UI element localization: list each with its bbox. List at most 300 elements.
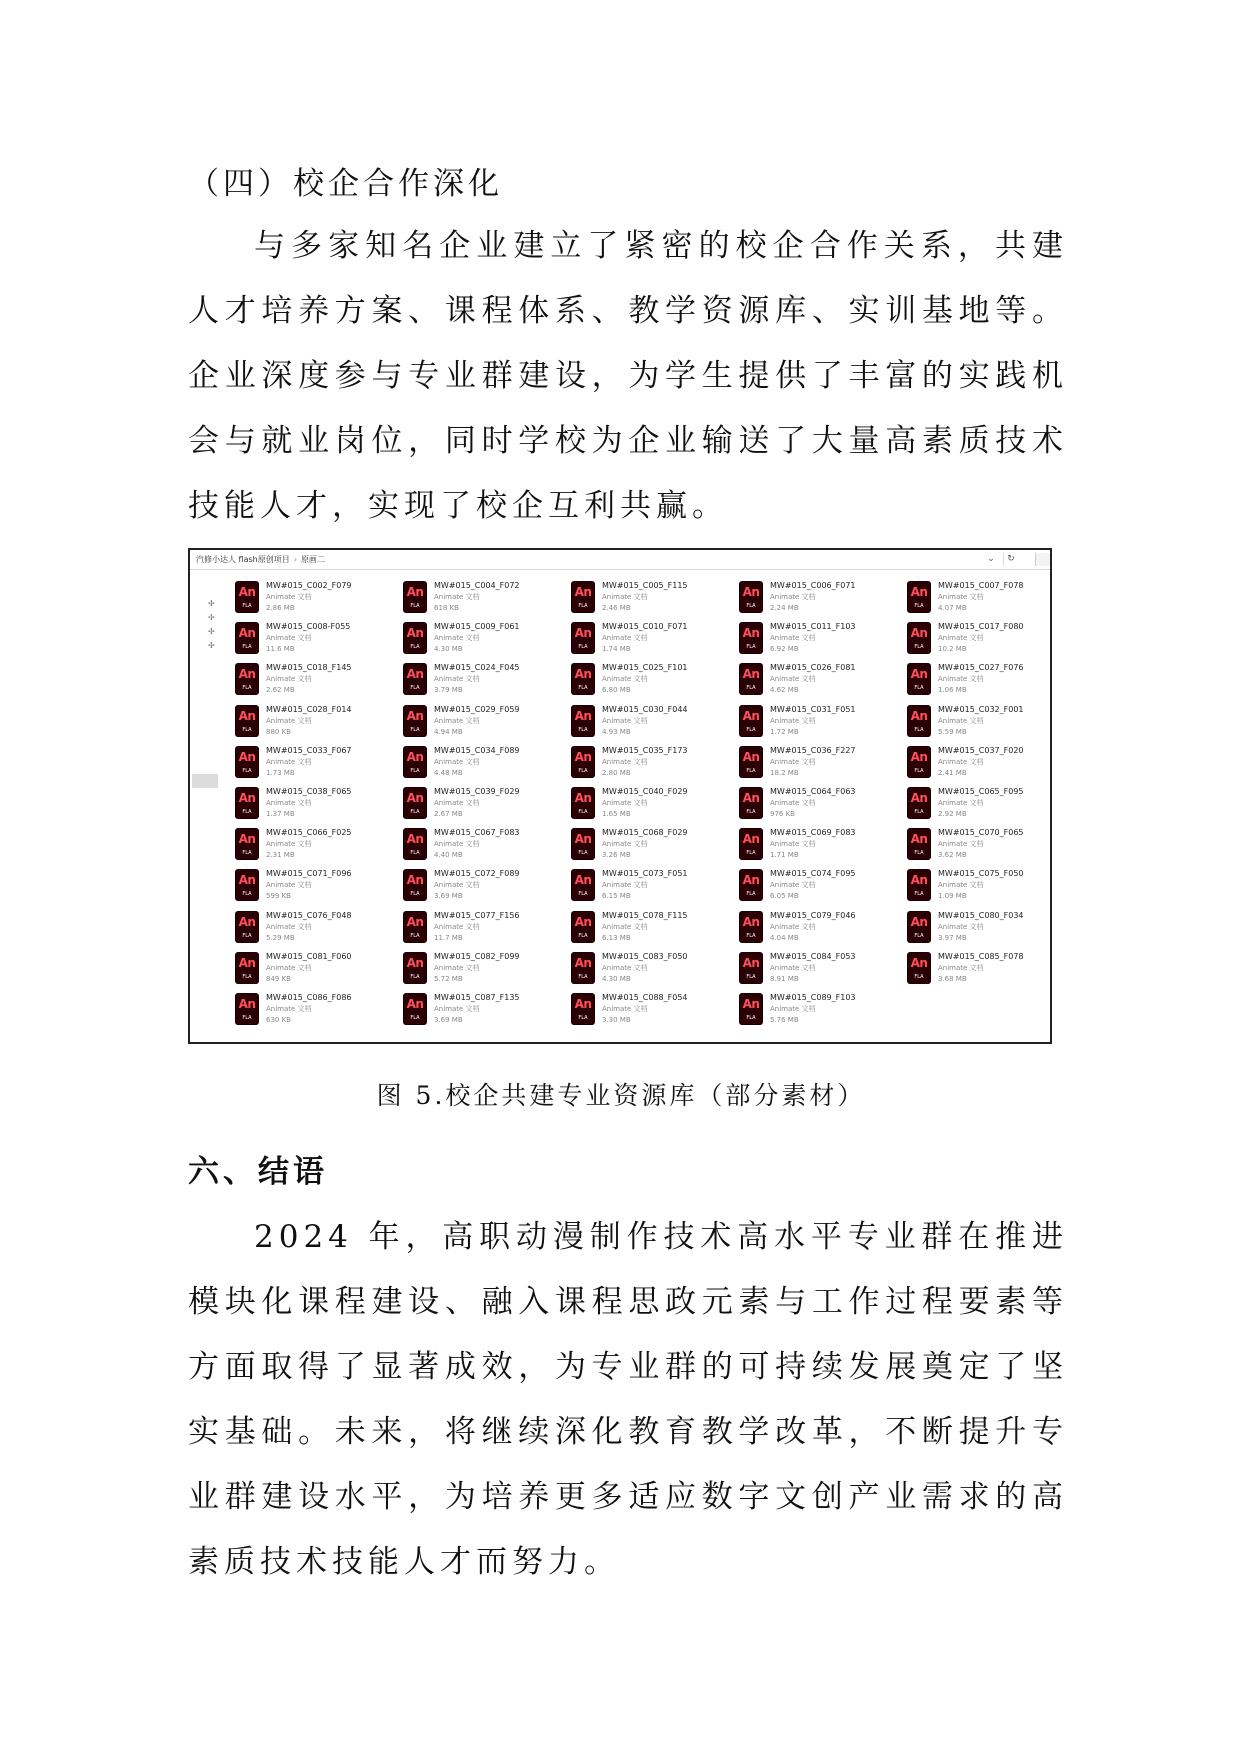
- file-item[interactable]: [236, 662, 396, 702]
- file-item[interactable]: [572, 621, 732, 661]
- file-size: 5.76 MB: [770, 1016, 799, 1024]
- file-size: 1.74 MB: [602, 645, 631, 654]
- file-type: Animate 文档: [434, 716, 480, 725]
- file-item[interactable]: [740, 992, 900, 1032]
- icon-label: An: [910, 914, 928, 929]
- file-name: MW#015_C039_F029: [434, 787, 520, 796]
- file-type: Animate 文档: [266, 1005, 312, 1013]
- icon-sublabel: FLA: [914, 603, 924, 609]
- file-size: 1.37 MB: [266, 810, 295, 818]
- file-size: 6.13 MB: [602, 933, 631, 942]
- icon-sublabel: FLA: [242, 932, 252, 939]
- file-item[interactable]: [404, 868, 564, 908]
- file-size: 3.26 MB: [602, 851, 631, 860]
- pin-icon[interactable]: ✢: [208, 641, 215, 650]
- icon-sublabel: FLA: [746, 1015, 756, 1021]
- animate-file-icon: [740, 706, 762, 736]
- file-item[interactable]: [404, 580, 564, 620]
- icon-sublabel: FLA: [242, 767, 252, 774]
- icon-sublabel: FLA: [410, 973, 420, 980]
- file-item[interactable]: [908, 745, 1052, 785]
- animate-file-icon: [572, 870, 594, 900]
- file-item[interactable]: [236, 910, 396, 950]
- animate-file-icon: [236, 706, 258, 736]
- icon-label: An: [406, 955, 424, 970]
- file-item[interactable]: [404, 827, 564, 867]
- file-type: Animate 文档: [938, 716, 984, 725]
- file-item[interactable]: [572, 868, 732, 908]
- animate-file-icon: [572, 994, 594, 1024]
- pin-icon[interactable]: ✢: [208, 613, 215, 622]
- icon-sublabel: FLA: [746, 932, 756, 939]
- animate-file-icon: [908, 706, 930, 736]
- file-item[interactable]: [404, 745, 564, 785]
- icon-label: An: [574, 626, 592, 641]
- figure-caption: 图 5.校企共建专业资源库（部分素材）: [376, 1081, 866, 1110]
- file-type: Animate 文档: [770, 757, 816, 766]
- animate-file-icon: [740, 582, 762, 612]
- search-box[interactable]: [1035, 553, 1050, 566]
- animate-file-icon: [404, 788, 426, 818]
- icon-sublabel: FLA: [242, 603, 252, 609]
- file-item[interactable]: [572, 704, 732, 744]
- icon-label: An: [406, 749, 424, 764]
- animate-file-icon: [404, 912, 426, 942]
- file-size: 18.2 MB: [770, 768, 799, 777]
- file-item[interactable]: [236, 827, 396, 867]
- icon-label: An: [574, 749, 592, 764]
- file-size: 2.92 MB: [938, 810, 967, 818]
- file-item[interactable]: [572, 745, 732, 785]
- file-item[interactable]: [908, 951, 1052, 991]
- file-size: 4.48 MB: [434, 768, 463, 777]
- file-name: MW#015_C010_F071: [602, 622, 688, 632]
- file-name: MW#015_C066_F025: [266, 828, 352, 838]
- file-name: MW#015_C074_F095: [770, 869, 856, 879]
- icon-label: An: [742, 626, 760, 641]
- file-type: Animate 文档: [434, 634, 480, 643]
- file-item[interactable]: [236, 580, 396, 620]
- file-item[interactable]: [740, 621, 900, 661]
- file-type: Animate 文档: [770, 675, 816, 684]
- file-name: MW#015_C024_F045: [434, 663, 520, 673]
- file-type: Animate 文档: [938, 799, 984, 807]
- file-name: MW#015_C008-F055: [266, 622, 351, 632]
- animate-file-icon: [404, 582, 426, 612]
- animate-file-icon: [908, 829, 930, 859]
- file-type: Animate 文档: [770, 716, 816, 725]
- icon-sublabel: FLA: [578, 1015, 588, 1021]
- icon-label: An: [406, 997, 424, 1011]
- file-name: MW#015_C064_F063: [770, 787, 856, 796]
- file-size: 2.86 MB: [266, 604, 295, 612]
- file-item[interactable]: [404, 910, 564, 950]
- file-item[interactable]: [572, 951, 732, 991]
- file-name: MW#015_C027_F076: [938, 663, 1024, 673]
- icon-label: An: [574, 955, 592, 970]
- file-name: MW#015_C087_F135: [434, 993, 520, 1002]
- file-item[interactable]: [404, 951, 564, 991]
- animate-file-icon: [908, 912, 930, 942]
- file-name: MW#015_C077_F156: [434, 910, 520, 920]
- icon-sublabel: FLA: [578, 644, 588, 651]
- animate-file-icon: [908, 953, 930, 983]
- icon-sublabel: FLA: [746, 891, 756, 898]
- animate-file-icon: [572, 664, 594, 694]
- file-item[interactable]: [572, 910, 732, 950]
- animate-file-icon: [740, 788, 762, 818]
- file-item[interactable]: [236, 992, 396, 1032]
- file-name: MW#015_C068_F029: [602, 828, 688, 838]
- file-item[interactable]: [908, 910, 1052, 950]
- icon-sublabel: FLA: [578, 891, 588, 898]
- icon-label: An: [406, 832, 424, 847]
- animate-file-icon: [908, 747, 930, 777]
- file-name: MW#015_C004_F072: [434, 581, 520, 590]
- file-name: MW#015_C065_F095: [938, 787, 1024, 796]
- file-size: 618 KB: [434, 604, 459, 612]
- file-name: MW#015_C037_F020: [938, 745, 1024, 755]
- conclusion-paragraph: 2024 年，高职动漫制作技术高水平专业群在推进模块化课程建设、融入课程思政元素与工作过程要素等方面取得了显著成效，为专业群的可持续发展奠定了坚实基础。未来，将继续深化教育教学改革，不断提升专业群建设水平，为培养更多适应数字文创产业需求的高素质技术技能人才而努力。: [188, 1219, 1068, 1580]
- file-type: Animate 文档: [266, 675, 312, 684]
- file-name: MW#015_C028_F014: [266, 704, 352, 714]
- file-type: Animate 文档: [434, 1005, 480, 1013]
- file-name: MW#015_C017_F080: [938, 622, 1024, 632]
- file-name: MW#015_C029_F059: [434, 704, 520, 714]
- icon-sublabel: FLA: [914, 932, 924, 939]
- nav-selected-item[interactable]: [192, 774, 218, 788]
- file-size: 1.09 MB: [938, 892, 967, 901]
- icon-label: An: [742, 832, 760, 847]
- file-type: Animate 文档: [770, 593, 816, 601]
- file-type: Animate 文档: [434, 675, 480, 684]
- file-item[interactable]: [740, 662, 900, 702]
- file-name: MW#015_C018_F145: [266, 663, 352, 673]
- file-name: MW#015_C035_F173: [602, 745, 688, 755]
- file-item[interactable]: [572, 580, 732, 620]
- file-name: MW#015_C036_F227: [770, 745, 856, 755]
- file-item[interactable]: [908, 868, 1052, 908]
- animate-file-icon: [908, 582, 930, 612]
- file-size: 4.07 MB: [938, 604, 967, 612]
- file-item[interactable]: [404, 662, 564, 702]
- icon-label: An: [910, 667, 928, 682]
- file-type: Animate 文档: [938, 593, 984, 601]
- file-name: MW#015_C080_F034: [938, 910, 1024, 920]
- file-type: Animate 文档: [602, 634, 648, 643]
- icon-sublabel: FLA: [578, 685, 588, 692]
- file-type: Animate 文档: [266, 634, 312, 643]
- file-item[interactable]: [908, 662, 1052, 702]
- animate-file-icon: [404, 706, 426, 736]
- file-type: Animate 文档: [770, 799, 816, 807]
- file-item[interactable]: [908, 704, 1052, 744]
- icon-label: An: [238, 585, 256, 599]
- animate-file-icon: [572, 747, 594, 777]
- file-size: 5.72 MB: [434, 974, 463, 983]
- file-name: MW#015_C082_F099: [434, 951, 520, 961]
- animate-file-icon: [740, 623, 762, 653]
- icon-sublabel: FLA: [242, 850, 252, 857]
- file-size: 4.30 MB: [602, 974, 631, 983]
- breadcrumb-current[interactable]: 原画二: [300, 555, 325, 564]
- icon-sublabel: FLA: [746, 767, 756, 774]
- file-item[interactable]: [572, 992, 732, 1032]
- icon-sublabel: FLA: [746, 644, 756, 651]
- file-name: MW#015_C076_F048: [266, 910, 352, 920]
- address-bar[interactable]: [190, 550, 1050, 570]
- file-size: 1.06 MB: [938, 686, 967, 695]
- icon-sublabel: FLA: [578, 767, 588, 774]
- file-name: MW#015_C084_F053: [770, 951, 856, 961]
- file-size: 3.30 MB: [602, 1016, 631, 1024]
- file-type: Animate 文档: [602, 881, 648, 890]
- file-type: Animate 文档: [266, 799, 312, 807]
- file-item[interactable]: [236, 704, 396, 744]
- file-name: MW#015_C002_F079: [266, 581, 352, 590]
- animate-file-icon: [236, 994, 258, 1024]
- file-size: 6.15 MB: [602, 892, 631, 901]
- icon-label: An: [574, 873, 592, 888]
- icon-label: An: [238, 708, 256, 723]
- file-size: 11.7 MB: [434, 933, 463, 942]
- icon-label: An: [742, 708, 760, 723]
- file-type: Animate 文档: [434, 593, 480, 601]
- file-name: MW#015_C006_F071: [770, 581, 856, 590]
- icon-sublabel: FLA: [746, 685, 756, 692]
- icon-label: An: [406, 585, 424, 599]
- icon-sublabel: FLA: [746, 809, 756, 815]
- file-type: Animate 文档: [434, 922, 480, 931]
- file-type: Animate 文档: [602, 963, 648, 972]
- file-item[interactable]: [740, 745, 900, 785]
- file-item[interactable]: [908, 580, 1052, 620]
- file-item[interactable]: [740, 827, 900, 867]
- animate-file-icon: [908, 870, 930, 900]
- file-name: MW#015_C085_F078: [938, 951, 1024, 961]
- navigation-pane: [190, 570, 222, 1042]
- animate-file-icon: [404, 747, 426, 777]
- icon-label: An: [742, 585, 760, 599]
- icon-label: An: [574, 914, 592, 929]
- icon-label: An: [574, 791, 592, 805]
- icon-sublabel: FLA: [410, 932, 420, 939]
- animate-file-icon: [572, 912, 594, 942]
- file-name: MW#015_C025_F101: [602, 663, 688, 673]
- file-size: 2.62 MB: [266, 686, 295, 695]
- pin-icon[interactable]: ✢: [208, 599, 215, 608]
- icon-label: An: [406, 873, 424, 888]
- file-name: MW#015_C005_F115: [602, 581, 688, 590]
- file-name: MW#015_C079_F046: [770, 910, 856, 920]
- file-item[interactable]: [740, 868, 900, 908]
- animate-file-icon: [572, 706, 594, 736]
- conclusion-heading: 六、结语: [188, 1154, 328, 1190]
- animate-file-icon: [572, 953, 594, 983]
- file-type: Animate 文档: [938, 757, 984, 766]
- icon-sublabel: FLA: [746, 726, 756, 733]
- file-size: 4.93 MB: [602, 727, 631, 736]
- file-type: Animate 文档: [266, 757, 312, 766]
- file-type: Animate 文档: [938, 963, 984, 972]
- pin-icon[interactable]: ✢: [208, 627, 215, 636]
- animate-file-icon: [404, 664, 426, 694]
- icon-label: An: [574, 832, 592, 847]
- file-type: Animate 文档: [770, 840, 816, 849]
- file-size: 2.41 MB: [938, 768, 967, 777]
- icon-label: An: [742, 955, 760, 970]
- icon-sublabel: FLA: [914, 644, 924, 651]
- icon-label: An: [742, 749, 760, 764]
- file-item[interactable]: [908, 621, 1052, 661]
- file-item[interactable]: [740, 580, 900, 620]
- file-type: Animate 文档: [266, 716, 312, 725]
- icon-sublabel: FLA: [242, 685, 252, 692]
- icon-sublabel: FLA: [410, 644, 420, 651]
- file-name: MW#015_C071_F096: [266, 869, 352, 879]
- file-name: MW#015_C009_F061: [434, 622, 520, 632]
- file-size: 849 KB: [266, 974, 291, 983]
- file-size: 4.30 MB: [434, 645, 463, 654]
- icon-label: An: [910, 873, 928, 888]
- file-item[interactable]: [908, 786, 1052, 826]
- icon-sublabel: FLA: [578, 932, 588, 939]
- icon-label: An: [574, 997, 592, 1011]
- file-name: MW#015_C072_F089: [434, 869, 520, 879]
- file-type: Animate 文档: [602, 840, 648, 849]
- file-size: 2.67 MB: [434, 810, 463, 818]
- file-name: MW#015_C011_F103: [770, 622, 856, 632]
- icon-label: An: [238, 626, 256, 641]
- icon-sublabel: FLA: [242, 973, 252, 980]
- icon-label: An: [910, 955, 928, 970]
- file-item[interactable]: [404, 704, 564, 744]
- file-name: MW#015_C073_F051: [602, 869, 688, 879]
- file-name: MW#015_C070_F065: [938, 828, 1024, 838]
- icon-sublabel: FLA: [914, 973, 924, 980]
- file-type: Animate 文档: [602, 593, 648, 601]
- file-type: Animate 文档: [266, 593, 312, 601]
- file-explorer-screenshot: [188, 548, 1052, 1044]
- chevron-down-icon[interactable]: ⌄: [987, 554, 995, 564]
- file-type: Animate 文档: [266, 881, 312, 890]
- file-name: MW#015_C075_F050: [938, 869, 1024, 879]
- icon-label: An: [574, 708, 592, 723]
- icon-sublabel: FLA: [410, 767, 420, 774]
- icon-sublabel: FLA: [410, 809, 420, 815]
- icon-label: An: [238, 955, 256, 970]
- file-name: MW#015_C078_F115: [602, 910, 688, 920]
- file-size: 2.46 MB: [602, 604, 631, 612]
- file-type: Animate 文档: [266, 922, 312, 931]
- file-item[interactable]: [572, 662, 732, 702]
- icon-sublabel: FLA: [410, 726, 420, 733]
- animate-file-icon: [236, 912, 258, 942]
- file-item[interactable]: [404, 992, 564, 1032]
- file-item[interactable]: [236, 621, 396, 661]
- file-item[interactable]: [572, 786, 732, 826]
- file-type: Animate 文档: [266, 963, 312, 972]
- file-size: 599 KB: [266, 892, 291, 901]
- file-size: 880 KB: [266, 727, 291, 736]
- animate-file-icon: [740, 664, 762, 694]
- file-item[interactable]: [908, 827, 1052, 867]
- file-type: Animate 文档: [602, 1005, 648, 1013]
- animate-file-icon: [236, 747, 258, 777]
- animate-file-icon: [740, 953, 762, 983]
- icon-sublabel: FLA: [242, 1015, 252, 1021]
- file-item[interactable]: [236, 951, 396, 991]
- file-size: 2.24 MB: [770, 604, 799, 612]
- file-name: MW#015_C083_F050: [602, 951, 688, 961]
- animate-file-icon: [572, 623, 594, 653]
- file-size: 3.62 MB: [938, 851, 967, 860]
- file-item[interactable]: [236, 745, 396, 785]
- refresh-icon[interactable]: ↻: [1003, 553, 1018, 566]
- icon-label: An: [574, 667, 592, 682]
- animate-file-icon: [740, 829, 762, 859]
- file-type: Animate 文档: [938, 634, 984, 643]
- animate-file-icon: [236, 582, 258, 612]
- breadcrumb-root[interactable]: 汽修小达人 flash原创项目: [196, 555, 290, 564]
- icon-sublabel: FLA: [242, 891, 252, 898]
- icon-label: An: [238, 914, 256, 929]
- icon-sublabel: FLA: [410, 1015, 420, 1021]
- animate-file-icon: [740, 747, 762, 777]
- icon-sublabel: FLA: [410, 603, 420, 609]
- file-size: 10.2 MB: [938, 645, 967, 654]
- cooperation-paragraph: 与多家知名企业建立了紧密的校企合作关系，共建人才培养方案、课程体系、教学资源库、实训基地等。企业深度参与专业群建设，为学生提供了丰富的实践机会与就业岗位，同时学校为企业输送了大量高素质技术技能人才，实现了校企互利共赢。: [188, 228, 1068, 524]
- file-item[interactable]: [740, 951, 900, 991]
- file-type: Animate 文档: [602, 716, 648, 725]
- icon-sublabel: FLA: [242, 726, 252, 733]
- animate-file-icon: [404, 870, 426, 900]
- file-item[interactable]: [236, 786, 396, 826]
- animate-file-icon: [236, 788, 258, 818]
- file-size: 630 KB: [266, 1016, 291, 1024]
- file-type: Animate 文档: [770, 922, 816, 931]
- file-item[interactable]: [740, 704, 900, 744]
- icon-sublabel: FLA: [242, 644, 252, 651]
- file-item[interactable]: [572, 827, 732, 867]
- file-item[interactable]: [404, 621, 564, 661]
- icon-sublabel: FLA: [242, 809, 252, 815]
- file-type: Animate 文档: [938, 840, 984, 849]
- file-item[interactable]: [404, 786, 564, 826]
- icon-label: An: [406, 708, 424, 723]
- file-size: 1.71 MB: [770, 851, 799, 860]
- icon-sublabel: FLA: [578, 850, 588, 857]
- file-item[interactable]: [740, 910, 900, 950]
- file-name: MW#015_C034_F089: [434, 745, 520, 755]
- icon-sublabel: FLA: [410, 685, 420, 692]
- animate-file-icon: [236, 664, 258, 694]
- file-item[interactable]: [236, 868, 396, 908]
- animate-file-icon: [908, 788, 930, 818]
- icon-label: An: [406, 667, 424, 682]
- file-type: Animate 文档: [938, 675, 984, 684]
- file-type: Animate 文档: [770, 881, 816, 890]
- icon-label: An: [238, 997, 256, 1011]
- icon-sublabel: FLA: [746, 973, 756, 980]
- file-size: 4.40 MB: [434, 851, 463, 860]
- icon-sublabel: FLA: [410, 850, 420, 857]
- file-size: 2.31 MB: [266, 851, 295, 860]
- file-size: 6.05 MB: [770, 892, 799, 901]
- animate-file-icon: [572, 829, 594, 859]
- file-item[interactable]: [740, 786, 900, 826]
- file-type: Animate 文档: [434, 757, 480, 766]
